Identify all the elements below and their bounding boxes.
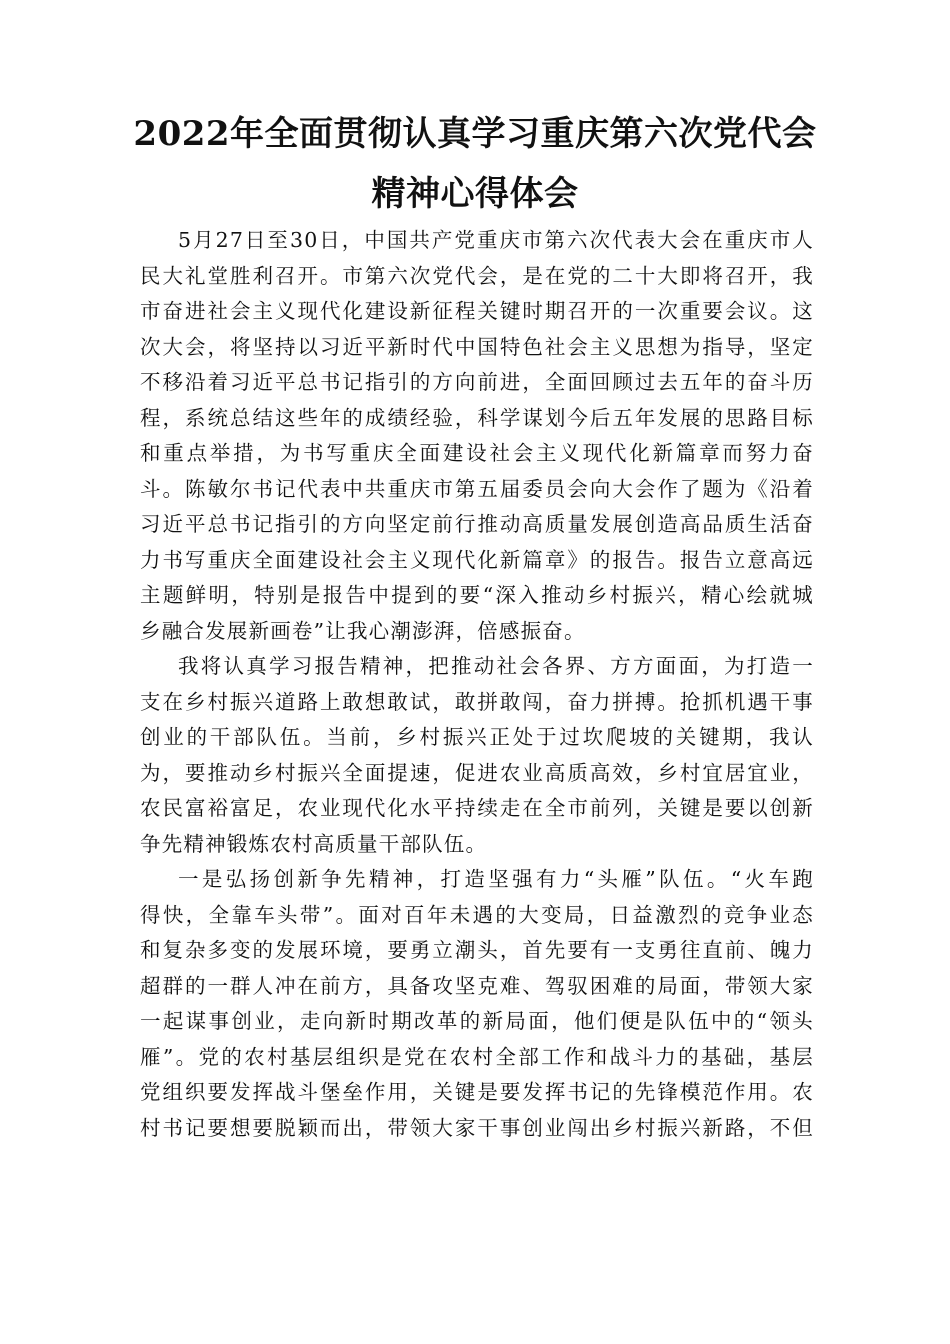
text-line: 村书记要想要脱颖而出，带领大家干事创业闯出乡村振兴新路，不但 [140, 1115, 814, 1140]
text-line: 争先精神锻炼农村高质量干部队伍。 [140, 831, 488, 856]
document-body [140, 223, 814, 1146]
text-line: 不移沿着习近平总书记指引的方向前进，全面回顾过去五年的奋斗历 [140, 370, 814, 394]
text-line: 和复杂多变的发展环境，要勇立潮头，首先要有一支勇往直前、魄力 [140, 938, 814, 962]
text-line: 我将认真学习报告精神，把推动社会各界、方方面面，为打造一 [178, 654, 814, 678]
text-line: 市奋进社会主义现代化建设新征程关键时期召开的一次重要会议。这 [140, 299, 814, 323]
paragraph-2 [140, 649, 814, 862]
title-line: 精神心得体会 [371, 174, 579, 214]
document-title [100, 104, 850, 224]
text-line: 习近平总书记指引的方向坚定前行推动高质量发展创造高品质生活奋 [140, 512, 814, 536]
text-line: 雁”。党的农村基层组织是党在农村全部工作和战斗力的基础，基层 [140, 1044, 814, 1069]
text-line: 农民富裕富足，农业现代化水平持续走在全市前列，关键是要以创新 [140, 796, 814, 820]
text-line: 得快，全靠车头带”。面对百年未遇的大变局，日益激烈的竞争业态 [140, 902, 814, 927]
text-line: 和重点举措，为书写重庆全面建设社会主义现代化新篇章而努力奋 [140, 441, 814, 465]
text-line: 斗。陈敏尔书记代表中共重庆市第五届委员会向大会作了题为《沿着 [140, 476, 814, 501]
text-line: 5月27日至30日，中国共产党重庆市第六次代表大会在重庆市人 [178, 228, 814, 252]
title-line: 2022年全面贯彻认真学习重庆第六次党代会 [133, 114, 817, 154]
text-line: 一起谋事创业，走向新时期改革的新局面，他们便是队伍中的“领头 [140, 1009, 814, 1033]
text-line: 程，系统总结这些年的成绩经验，科学谋划今后五年发展的思路目标 [140, 405, 814, 430]
text-line: 支在乡村振兴道路上敢想敢试，敢拼敢闯，奋力拼搏。抢抓机遇干事 [140, 689, 814, 714]
text-line: 党组织要发挥战斗堡垒作用，关键是要发挥书记的先锋模范作用。农 [140, 1080, 814, 1104]
paragraph-3 [140, 862, 814, 1146]
text-line: 为，要推动乡村振兴全面提速，促进农业高质高效，乡村宜居宜业， [140, 760, 814, 785]
text-line: 主题鲜明，特别是报告中提到的要“深入推动乡村振兴，精心绘就城 [140, 583, 814, 607]
text-line: 一是弘扬创新争先精神，打造坚强有力“头雁”队伍。“火车跑 [178, 867, 814, 891]
text-line: 超群的一群人冲在前方，具备攻坚克难、驾驭困难的局面，带领大家 [140, 973, 814, 998]
text-line: 民大礼堂胜利召开。市第六次党代会，是在党的二十大即将召开，我 [140, 263, 814, 288]
text-line: 力书写重庆全面建设社会主义现代化新篇章》的报告。报告立意高远 [140, 547, 814, 572]
text-line: 次大会，将坚持以习近平新时代中国特色社会主义思想为指导，坚定 [140, 334, 814, 359]
text-line: 创业的干部队伍。当前，乡村振兴正处于过坎爬坡的关键期，我认 [140, 725, 814, 749]
text-line: 乡融合发展新画卷”让我心潮澎湃，倍感振奋。 [140, 618, 586, 643]
paragraph-1 [140, 223, 814, 649]
